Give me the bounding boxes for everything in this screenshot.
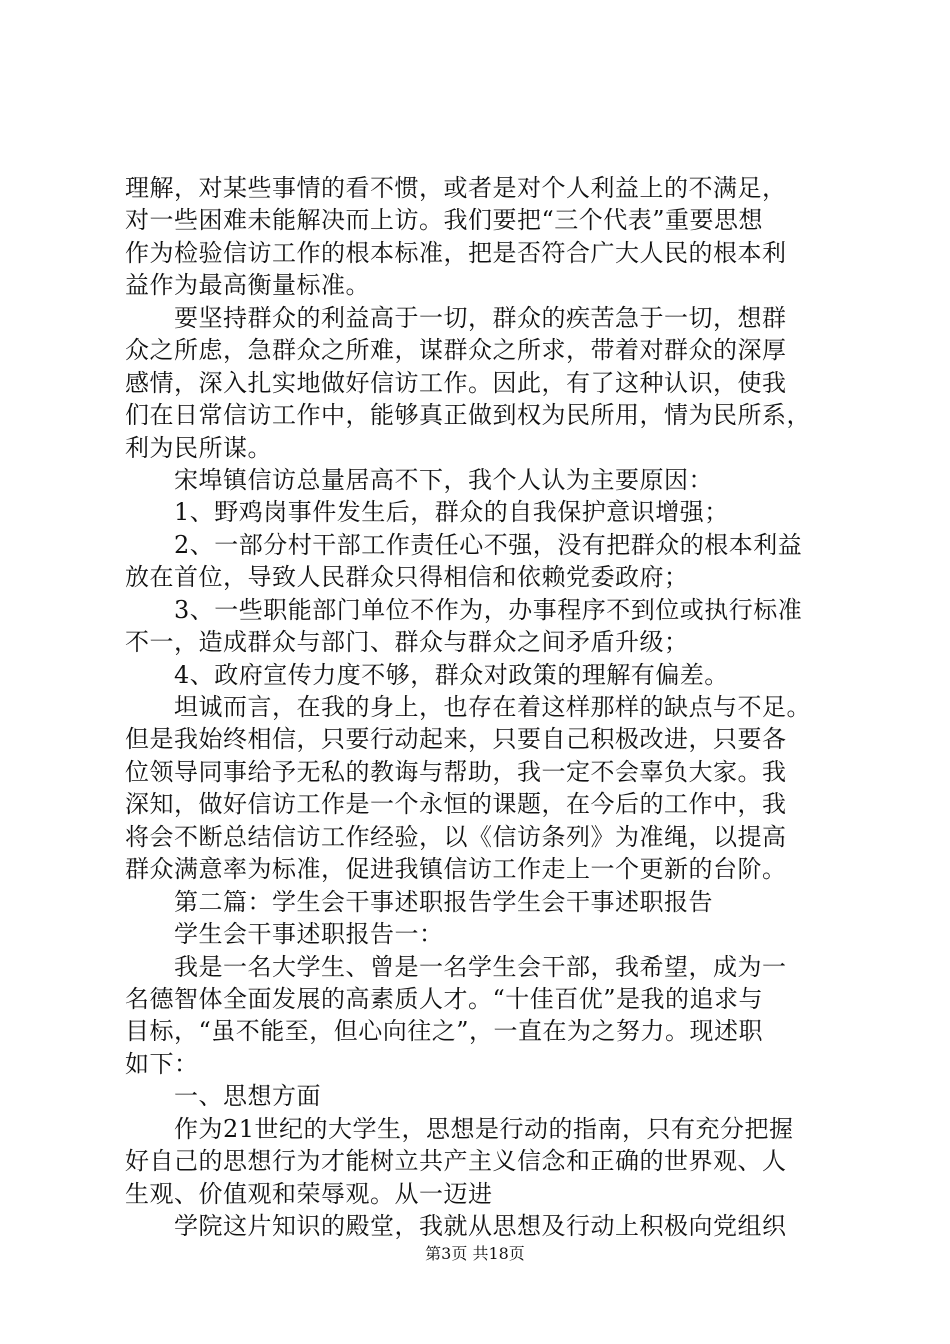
text-line: 利为民所谋。: [125, 433, 272, 462]
text-line: 学院这片知识的殿堂，我就从思想及行动上积极向党组织: [125, 1212, 787, 1240]
text-line: 们在日常信访工作中，能够真正做到权为民所用，情为民所系，: [125, 401, 811, 430]
text-line: 益作为最高衡量标准。: [125, 271, 370, 300]
text-line: 作为21世纪的大学生，思想是行动的指南，只有充分把握: [125, 1114, 794, 1143]
text-line: 目标，“虽不能至，但心向往之”，一直在为之努力。现述职: [125, 1017, 764, 1046]
text-line: 4、政府宣传力度不够，群众对政策的理解有偏差。: [125, 660, 729, 689]
text-line: 将会不断总结信访工作经验，以《信访条列》为准绳，以提高: [125, 822, 787, 851]
text-line: 不一，造成群众与部门、群众与群众之间矛盾升级；: [125, 628, 689, 657]
text-line: 1、野鸡岗事件发生后，群众的自我保护意识增强；: [125, 498, 729, 527]
text-line: 对一些困难未能解决而上访。我们要把“三个代表”重要思想: [125, 206, 764, 235]
text-line: 2、一部分村干部工作责任心不强，没有把群众的根本利益: [125, 530, 803, 559]
text-line: 位领导同事给予无私的教诲与帮助，我一定不会辜负大家。我: [125, 757, 787, 786]
text-line: 生观、价值观和荣辱观。从一迈进: [125, 1179, 493, 1208]
text-line: 众之所虑，急群众之所难，谋群众之所求，带着对群众的深厚: [125, 336, 787, 365]
text-line: 第二篇：学生会干事述职报告学生会干事述职报告: [125, 887, 713, 916]
text-line: 学生会干事述职报告一：: [125, 920, 444, 949]
text-line: 放在首位，导致人民群众只得相信和依赖党委政府；: [125, 563, 689, 592]
text-line: 好自己的思想行为才能树立共产主义信念和正确的世界观、人: [125, 1147, 787, 1176]
text-line: 坦诚而言，在我的身上，也存在着这样那样的缺点与不足。: [125, 693, 811, 721]
text-line: 名德智体全面发展的高素质人才。“十佳百优”是我的追求与: [125, 984, 764, 1013]
text-line: 如下：: [125, 1049, 199, 1078]
text-line: 作为检验信访工作的根本标准，把是否符合广大人民的根本利: [125, 238, 787, 267]
text-line: 一、思想方面: [125, 1082, 321, 1111]
text-line: 3、一些职能部门单位不作为，办事程序不到位或执行标准: [125, 595, 803, 624]
text-line: 我是一名大学生、曾是一名学生会干部，我希望，成为一: [125, 952, 787, 981]
page-footer: 第3页 共18页: [425, 1244, 525, 1263]
text-line: 要坚持群众的利益高于一切，群众的疾苦急于一切，想群: [125, 303, 787, 332]
text-line: 但是我始终相信，只要行动起来，只要自己积极改进，只要各: [125, 725, 787, 754]
text-line: 宋埠镇信访总量居高不下，我个人认为主要原因：: [125, 465, 713, 494]
text-line: 感情，深入扎实地做好信访工作。因此，有了这种认识，使我: [125, 368, 787, 397]
text-line: 深知，做好信访工作是一个永恒的课题，在今后的工作中，我: [125, 790, 787, 819]
text-line: 群众满意率为标准，促进我镇信访工作走上一个更新的台阶。: [125, 855, 787, 884]
document-body: [125, 172, 837, 1242]
text-line: 理解，对某些事情的看不惯，或者是对个人利益上的不满足，: [125, 174, 787, 202]
